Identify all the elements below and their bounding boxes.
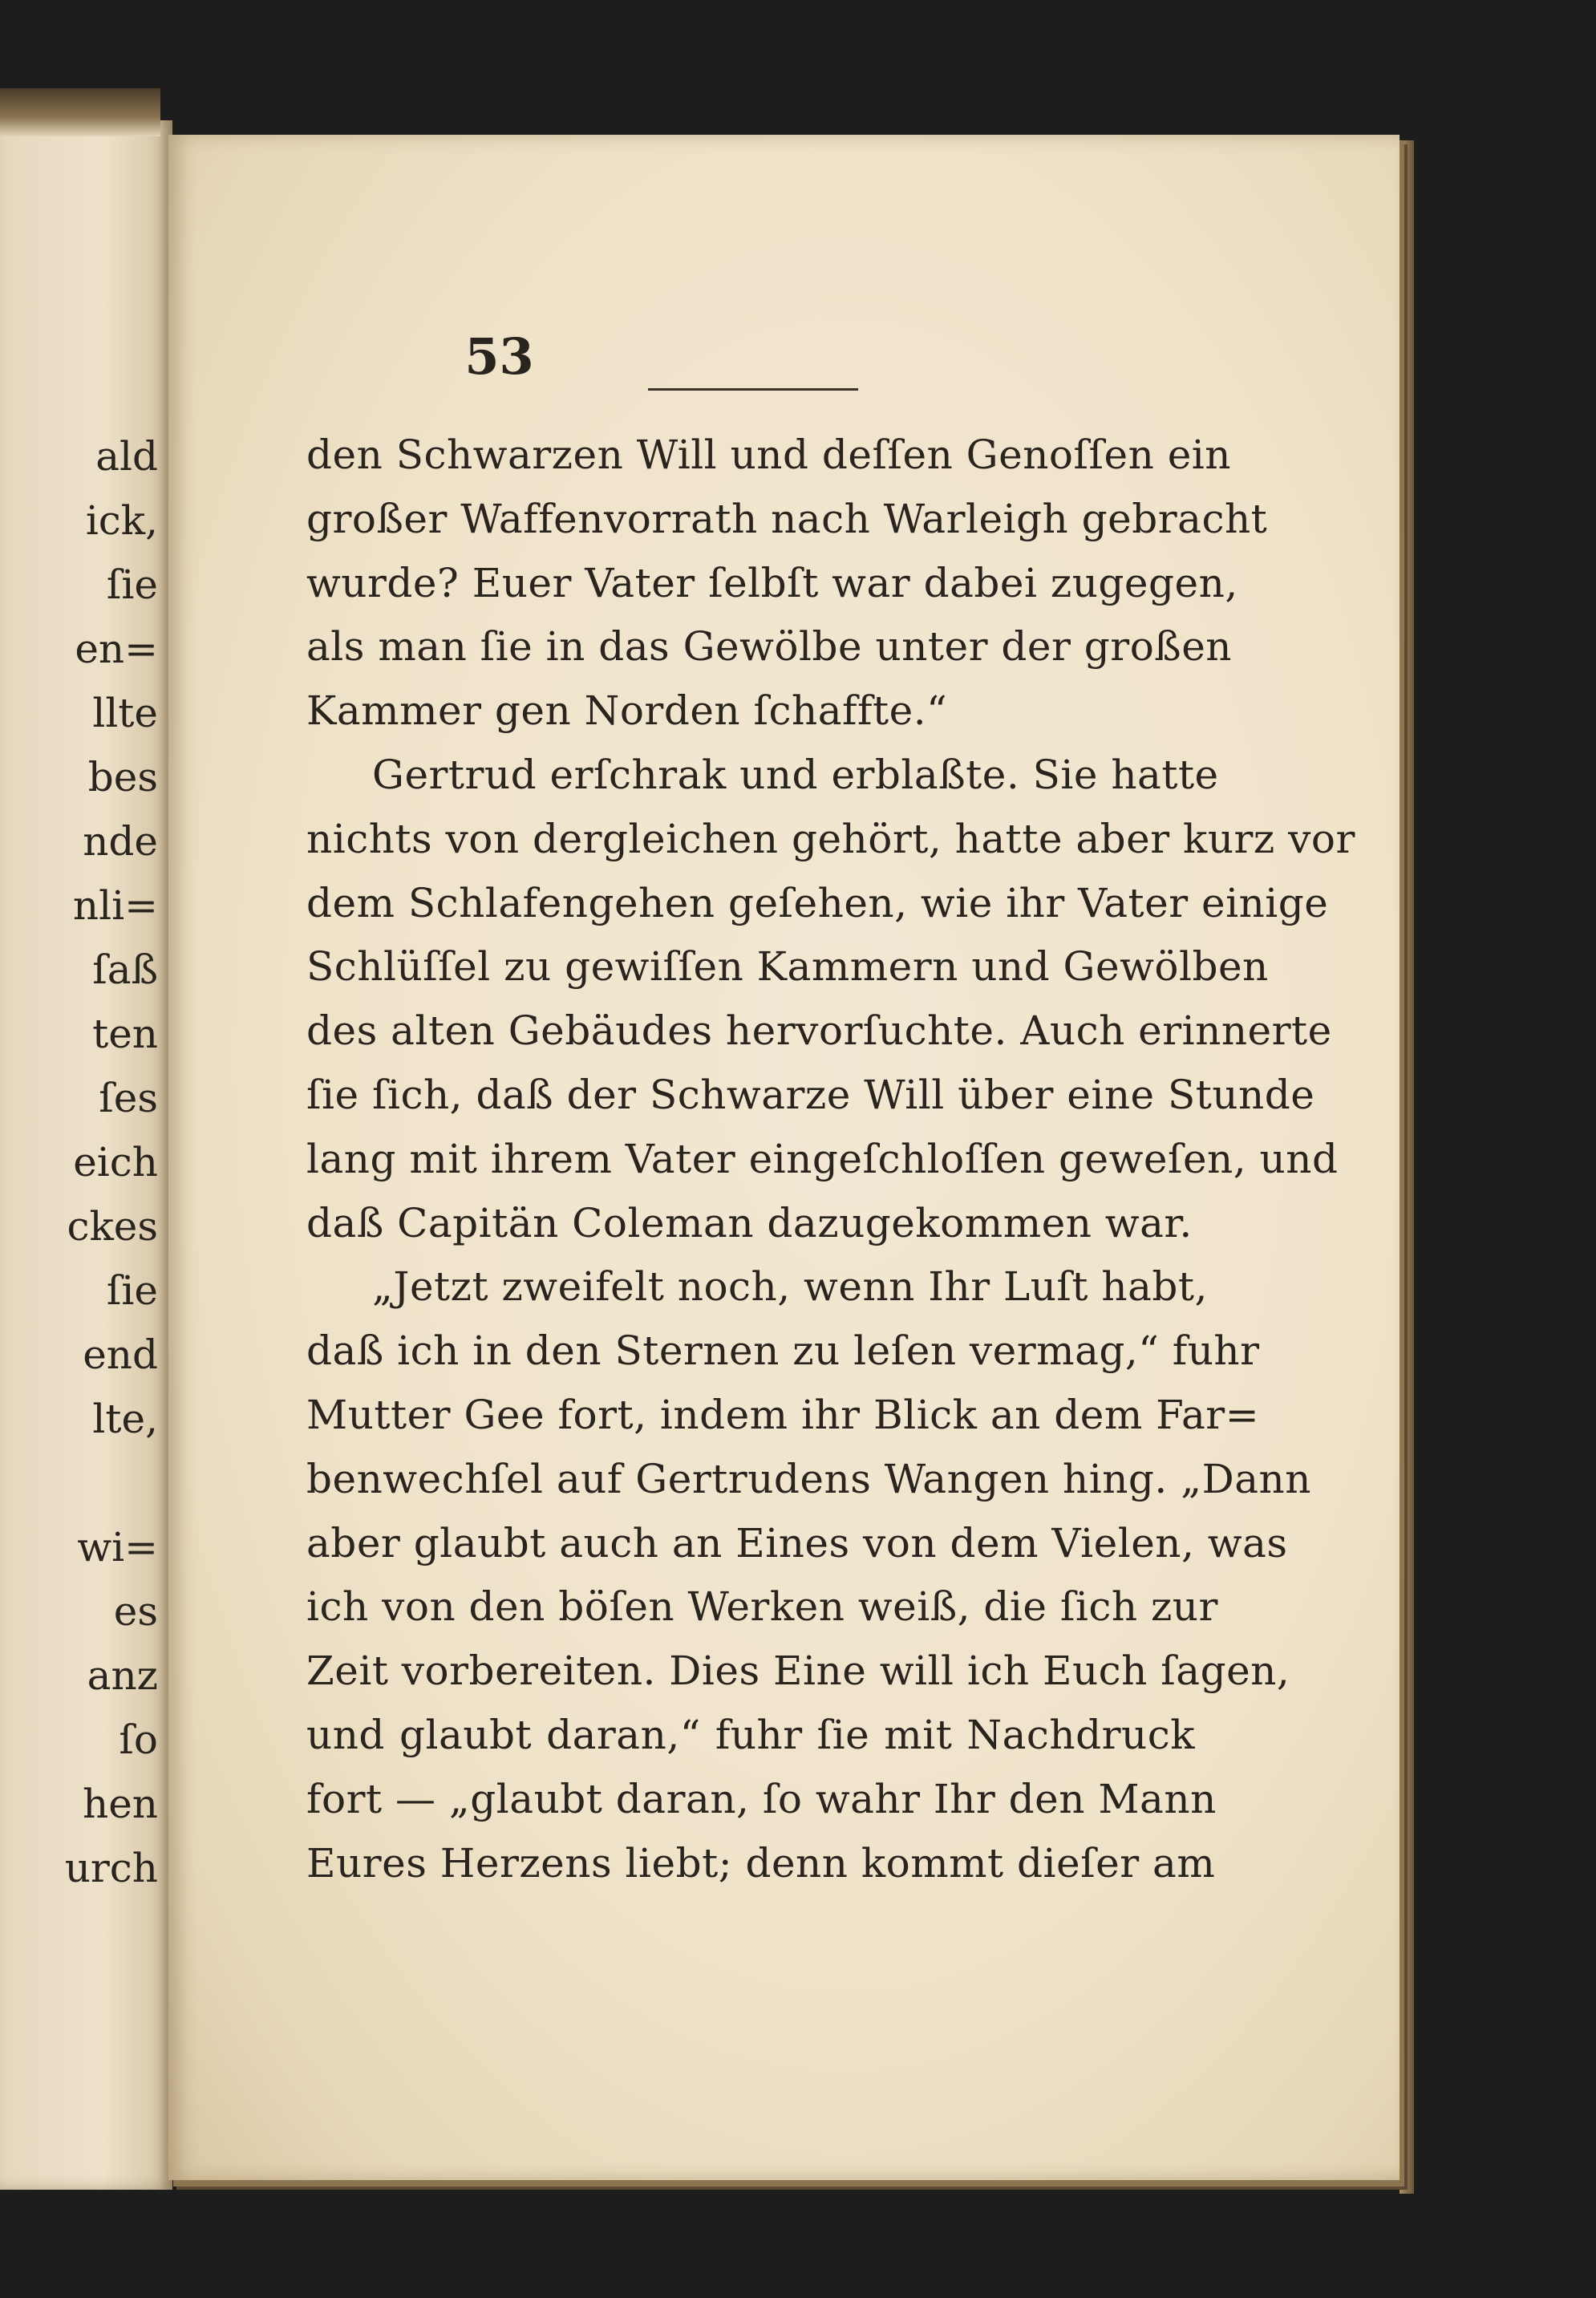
left-page-fragment: hen — [83, 1781, 158, 1827]
text-line: ſie ſich, daß der Schwarze Will über eine Stunde — [306, 1071, 1315, 1118]
text-line: nichts von dergleichen gehört, hatte aber kurz vor — [306, 815, 1355, 862]
left-page-fragment: ſaß — [92, 946, 158, 993]
left-page-fragment: ald — [95, 433, 158, 480]
text-line: Schlüſſel zu gewiſſen Kammern und Gewölben — [306, 943, 1269, 991]
left-page-fragment: ſo — [119, 1716, 158, 1763]
left-page-fragment: ſie — [106, 1267, 158, 1314]
left-page-fragment: ſes — [99, 1075, 158, 1121]
left-page-fragment: end — [83, 1331, 158, 1378]
left-page-fragment: ckes — [67, 1203, 158, 1250]
text-line: ich von den böſen Werken weiß, die ſich zur — [306, 1583, 1218, 1631]
left-page-fragment: eich — [73, 1139, 158, 1185]
text-line: Zeit vorbereiten. Dies Eine will ich Euch ſagen, — [306, 1648, 1290, 1695]
left-page-fragment: llte — [92, 690, 158, 736]
text-line: großer Waffenvorrath nach Warleigh gebracht — [306, 495, 1268, 542]
left-page-fragment: ſie — [106, 561, 158, 608]
book-page — [168, 135, 1400, 2180]
text-line: Gertrud erſchrak und erblaßte. Sie hatte — [372, 751, 1219, 798]
left-page-fragment: wi= — [77, 1524, 158, 1571]
text-line: Eures Herzens liebt; denn kommt dieſer am — [306, 1839, 1216, 1887]
left-page-fragment: nli= — [72, 882, 158, 929]
text-line: dem Schlafengehen geſehen, wie ihr Vater einige — [306, 879, 1329, 926]
left-page-fragment: anz — [87, 1652, 158, 1699]
text-line: des alten Gebäudes hervorſuchte. Auch erinnerte — [306, 1007, 1332, 1055]
left-page-fragment: urch — [64, 1845, 158, 1891]
previous-page-edge — [0, 120, 172, 2190]
text-line: aber glaubt auch an Eines von dem Vielen, was — [306, 1519, 1288, 1566]
left-page-fragment: en= — [75, 626, 158, 672]
text-line: als man ſie in das Gewölbe unter der großen — [306, 623, 1232, 671]
book-spine-edge — [0, 88, 160, 136]
text-line: „Jetzt zweifelt noch, wenn Ihr Luſt habt, — [372, 1263, 1208, 1311]
text-line: lang mit ihrem Vater eingeſchloſſen geweſen, und — [306, 1135, 1339, 1182]
text-line: und glaubt daran,“ fuhr ſie mit Nachdruck — [306, 1711, 1195, 1758]
text-line: Kammer gen Norden ſchaffte.“ — [306, 687, 948, 735]
body-text — [306, 424, 1355, 1895]
left-page-fragment: ick, — [85, 497, 158, 544]
header-rule — [648, 388, 858, 391]
text-line: daß ich in den Sternen zu leſen vermag,“ fuhr — [306, 1327, 1260, 1375]
left-page-fragment: nde — [83, 818, 158, 865]
text-line: den Schwarzen Will und deſſen Genoſſen ein — [306, 432, 1231, 478]
left-page-fragment: bes — [87, 754, 158, 800]
text-line: wurde? Euer Vater ſelbſt war dabei zugegen, — [306, 559, 1238, 606]
left-page-fragment: es — [113, 1588, 158, 1635]
page-stack-edge — [1400, 140, 1414, 2194]
left-page-fragment: ten — [92, 1011, 158, 1057]
text-line: benwechſel auf Gertrudens Wangen hing. „Dann — [306, 1455, 1311, 1502]
text-line: fort — „glaubt daran, ſo wahr Ihr den Mann — [306, 1775, 1217, 1822]
text-line: Mutter Gee fort, indem ihr Blick an dem Far= — [306, 1391, 1260, 1438]
left-page-fragment: lte, — [92, 1396, 158, 1442]
text-line: daß Capitän Coleman dazugekommen war. — [306, 1199, 1193, 1246]
page-number: 53 — [464, 327, 534, 386]
